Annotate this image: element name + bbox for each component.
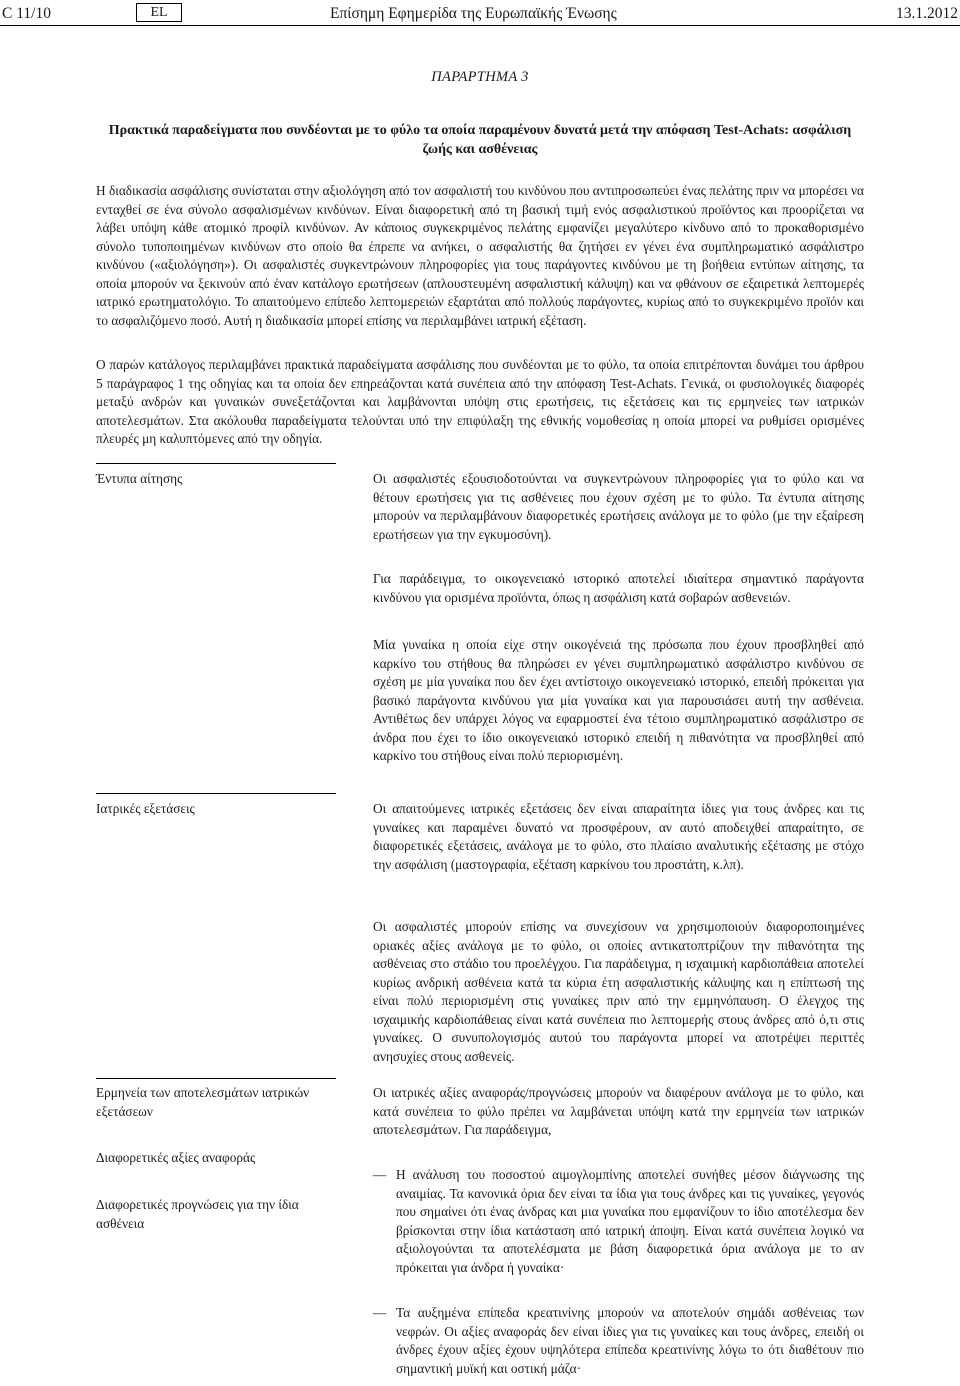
creatinine-text: Τα αυξημένα επίπεδα κρεατινίνης μπορούν να αποτελούν σημάδι ασθένειας των νεφρών. Οι αξίες αναφοράς δεν είναι ίδιες για τις γυναίκες και τους άνδρες, επειδή οι άνδρες έχουν αξίες έχουν υψηλότερα επίπεδα κρεατινίνης λόγω το ότι διαθέτουν πιο σημαντική μυϊκή και οστική μάζα· [396,1305,864,1376]
application-forms-case: Μία γυναίκα η οποία είχε στην οικογένειά της πρόσωπα που έχουν προσβληθεί από καρκίνο του στήθους θα πληρώσει εν γένει συμπληρωματικό ασφάλιστρο κινδύνου σε σχέση με μία γυναίκα που δεν έχει αντίστοιχο οικογενειακό ιστορικό, επειδή πρόκειται για βασικό παράγοντα κινδύνου για μία γυναίκα και για παρουσιάσει αυτή την ασθένεια. Αντιθέτως δεν υπάρχει λόγος να εφαρμοστεί ένα τέτοιο συμπληρωματικό ασφάλιστρο σε άνδρα που έχει το ίδιο οικογενειακό ιστορικό επειδή η πιθανότητα να προσβληθεί από καρκίνο του στήθους είναι πολύ περιορισμένη. [373,637,864,763]
annex-label: ΠΑΡΑΡΤΗΜΑ 3 [431,69,529,85]
row-label-reference-values: Διαφορετικές αξίες αναφοράς [96,1150,256,1165]
row-label-medical-exams: Ιατρικές εξετάσεις [96,801,195,816]
table-separator [96,463,336,464]
page-header [0,3,960,25]
list-item [373,1304,864,1378]
haemoglobin-text: Η ανάλυση του ποσοστού αιμογλομπίνης αποτελεί συνήθες μέσον διάγνωσης της αναιμίας. Τα κανονικά όρια δεν είναι τα ίδια για τους άνδρες και τις γυναίκες, γεγονός που σημαίνει ότι ένας άνδρας και μια γυναίκα που εμφανίζουν το ίδιο αποτέλεσμα δεν βρίσκονται στην ίδια κατάσταση από ιατρική άποψη. Είναι κατά συνέπεια λογικό να αξιολογούνται τα αποτελέσματα με βάση διαφορετικά όρια ανάλογα με το αν πρόκειται για άνδρα ή γυναίκα· [396,1167,864,1275]
dash-bullet: — [373,1305,387,1320]
row-label-prognoses: Διαφορετικές προγνώσεις για την ίδια ασθένεια [96,1197,299,1231]
intro-paragraph: Η διαδικασία ασφάλισης συνίσταται στην αξιολόγηση από τον ασφαλιστή του κινδύνου που αντιπροσωπεύει ένας πελάτης πριν να μπορέσει να ενταχθεί σε ένα σύνολο ασφαλισμένων κινδύνων. Είναι διαφορετική από τη βασική τιμή ενός ασφαλιστικού προϊόντος και προορίζεται να λάβει υπόψη κάθε ατομικό προφίλ κινδύνων. Αν κάποιος συγκεκριμένος πελάτης εμφανίζει μεγαλύτερο κίνδυνο από το προκαθορισμένο σύνολο τυποποιημένων κινδύνων στο οποίο θα έπρεπε να ανήκει, ο ασφαλιστής θα ζητήσει εν γένει ένα συμπληρωματικό ασφάλιστρο κινδύνου («αξιολόγηση»). Οι ασφαλιστές συγκεντρώνουν πληροφορίες για τους παράγοντες κινδύνου με τη βοήθεια εντύπων αίτησης, τα οποία μπορούν να ξεκινούν από έναν κατάλογο ερωτήσεων (απλουστευμένη ασφαλιστική κάλυψη) και να φθάνουν σε εξαιρετικά λεπτομερές ιατρικό ερωτηματολόγιο. Το απαιτούμενο επίπεδο λεπτομερειών εξαρτάται από πολλούς παράγοντες, κυρίως από το συγκεκριμένο προϊόν και το ασφαλιζόμενο ποσό. Αυτή η διαδικασία μπορεί επίσης να περιλαμβάνει ιατρική εξέταση. [96,183,864,328]
issue-number: C 11/10 [2,5,51,22]
header-rule [0,25,960,26]
publication-date: 13.1.2012 [896,5,958,22]
interpretation-intro: Οι ιατρικές αξίες αναφοράς/προγνώσεις μπορούν να διαφέρουν ανάλογα με το φύλο, και κατά συνέπεια το φύλο πρέπει να λαμβάνεται υπόψη κατά την ερμηνεία των ιατρικών αποτελεσμάτων. Για παράδειγμα, [373,1085,864,1137]
application-forms-example: Για παράδειγμα, το οικογενειακό ιστορικό αποτελεί ιδιαίτερα σημαντικό παράγοντα κινδύνου για ορισμένα προϊόντα, όπως η ασφάλιση κατά σοβαρών ασθενειών. [373,571,864,605]
medical-exams-thresholds: Οι ασφαλιστές μπορούν επίσης να συνεχίσουν να χρησιμοποιούν διαφοροποιημένες οριακές αξίες ανάλογα με το φύλο, οι οποίες αντικατοπτρίζουν την πιθανότητα της ασθένειας στο στάδιο του προελέγχου. Για παράδειγμα, η ισχαιμική καρδιοπάθεια αποτελεί κυρίως ανδρική ασθένεια κατά τα κύρια έτη ασφαλιστικής κάλυψης και η επίπτωσή της είναι πολύ περιορισμένη στις γυναίκες πριν από την εμμηνόπαυση. Ο έλεγχος της ισχαιμικής καρδιοπάθειας είναι κατά συνέπεια πιο λεπτομερής στους άνδρες από ό,τι στις γυναίκες. Ο συνυπολογισμός αυτού του παράγοντα μπορεί να αποτρέψει περιττές ανησυχίες στους ασθενείς. [373,919,864,1064]
table-separator [96,793,336,794]
row-label-application-forms: Έντυπα αίτησης [96,471,183,486]
application-forms-text: Οι ασφαλιστές εξουσιοδοτούνται να συγκεντρώνουν πληροφορίες για το φύλο και να θέτουν ερωτήσεις για τις ασθένειες που έχουν σχέση με το φύλο. Τα έντυπα αίτησης μπορούν να περιλαμβάνουν διαφορετικές ερωτήσεις ανάλογα με το φύλο (με την εξαίρεση ερωτήσεων για την εγκυμοσύνη). [373,471,864,542]
medical-exams-text: Οι απαιτούμενες ιατρικές εξετάσεις δεν είναι απαραίτητα ίδιες για τους άνδρες και τις γυναίκες και παραμένει δυνατό να προσφέρουν, αν αυτό αποδειχθεί απαραίτητο, σε διαφορετικές εξετάσεις, ανάλογα με το φύλο, στο πλαίσιο αναλυτικής εξέτασης με στόχο την ασφάλιση (μαστογραφία, εξέταση καρκίνου του προστάτη, κ.λπ). [373,801,864,872]
list-item [373,1166,864,1277]
dash-bullet: — [373,1167,387,1182]
row-label-interpretation: Ερμηνεία των αποτελεσμάτων ιατρικών εξετάσεων [96,1085,310,1119]
document-title: Πρακτικά παραδείγματα που συνδέονται με το φύλο τα οποία παραμένουν δυνατά μετά την απόφαση Test-Achats: ασφάλιση ζωής και ασθένειας [108,123,852,157]
journal-name: Επίσημη Εφημερίδα της Ευρωπαϊκής Ένωσης [330,5,617,22]
language-code-box: EL [136,3,182,22]
scope-paragraph: Ο παρών κατάλογος περιλαμβάνει πρακτικά παραδείγματα ασφάλισης που συνδέονται με το φύλο, τα οποία επιτρέπονται δυνάμει του άρθρου 5 παράγραφος 1 της οδηγίας και τα οποία δεν επηρεάζονται κατά συνέπεια από την απόφαση Test-Achats. Γενικά, οι φυσιολογικές διαφορές μεταξύ ανδρών και γυναικών συνεξετάζονται και λαμβάνονται υπόψη στις ερωτήσεις, τις εξετάσεις και τις ερμηνείες των ιατρικών αποτελεσμάτων. Στα ακόλουθα παραδείγματα τελούνται υπό την επιφύλαξη της εθνικής νομοθεσίας η οποία μπορεί να ρυθμίσει ορισμένες πλευρές μη καλυπτόμενες από την οδηγία. [96,357,864,446]
table-separator [96,1078,336,1079]
